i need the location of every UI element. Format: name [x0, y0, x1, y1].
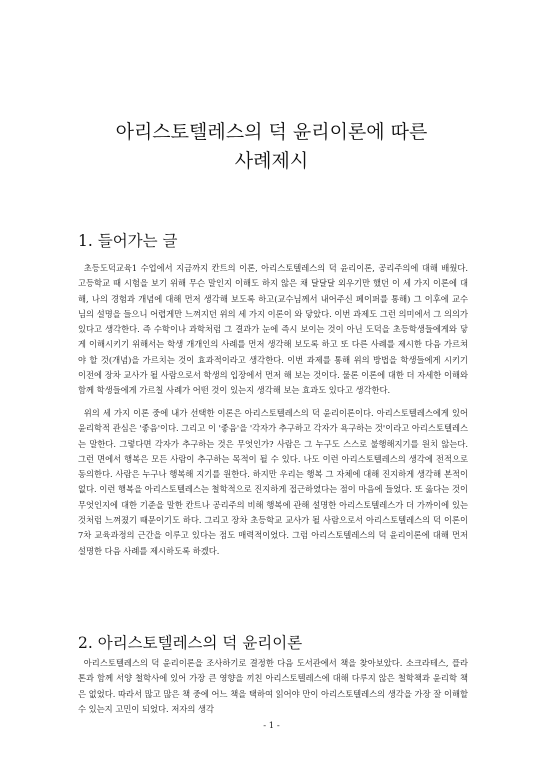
section-heading-introduction: 1. 들어가는 글: [78, 232, 178, 250]
intro-paragraph-2: 위의 세 가지 이론 중에 내가 선택한 이론은 아리스토텔레스의 덕 윤리이론이다. 아리스토텔레스에게 있어 윤리학적 관심은 '좋음'이다. 그리고 이 '좋음'을 '각자가 추구하고 각자가 욕구하는 것'이라고 아리스토텔레스는 말한다. 그렇다면 각자가 추구하는 것은 무엇인가? 사람은 그 누구도 스스로 불행해지기를 원치 않는다. 그런 면에서 행복은 모든 사람이 추구하는 목적이 될 수 있다. 나도 이런 아리스토텔레스의 생각에 전적으로 동의한다. 사람은 누구나 행복해 지기를 원한다. 하지만 우리는 행복 그 자체에 대해 진지하게 생각해 본적이 없다. 이런 행복을 아리스토텔레스는 철학적으로 진지하게 접근하였다는 점이 마음에 들었다. 또 옳다는 것이 무엇인지에 대한 기준을 말한 칸트나 공리주의 비해 행복에 관해 설명한 아리스토텔레스가 더 가까이에 있는 것처럼 느껴졌기 때문이기도 하다. 그리고 장차 초등학교 교사가 될 사람으로서 아리스토텔레스의 덕 이론이 7차 교육과정의 근간을 이루고 있다는 점도 매력적이었다. 그럼 아리스토텔레스의 덕 윤리이론에 대해 먼저 설명한 다음 사례를 제시하도록 하겠다.: [78, 408, 468, 556]
virtue-ethics-paragraph-1: 아리스토텔레스의 덕 윤리이론을 조사하기로 결정한 다음 도서관에서 책을 찾아보았다. 소크라테스, 플라톤과 함께 서양 철학사에 있어 가장 큰 영향을 끼친 아리스토텔레스에 대해 다루지 않은 철학책과 윤리학 책은 없었다. 따라서 많고 많은 책 중에 어느 책을 택하여 읽어야 만이 아리스토텔레스의 생각을 가장 잘 이해할 수 있는지 고민이 되었다. 저자의 생각: [78, 658, 468, 714]
section-heading-virtue-ethics: 2. 아리스토텔레스의 덕 윤리이론: [78, 634, 303, 652]
page-number: - 1 -: [263, 721, 280, 731]
intro-paragraph-1: 초등도덕교육1 수업에서 지금까지 칸트의 이론, 아리스토텔레스의 덕 윤리이론, 공리주의에 대해 배웠다. 고등학교 때 시험을 보기 위해 무슨 말인지 이해도 하지 않은 채 달달달 외우기만 했던 이 세 가지 이론에 대해, 나의 경험과 개념에 대해 먼저 생각해 보도록 하고(교수님께서 내어주신 페이퍼를 통해) 그 이후에 교수님의 설명을 들으니 어렵게만 느껴지던 위의 세 가지 이론이 와 닿았다. 이번 과제도 그런 의미에서 그 의의가 있다고 생각한다. 즉 수학이나 과학처럼 그 결과가 눈에 즉시 보이는 것이 아닌 도덕을 초등학생들에게와 닿게 이해시키기 위해서는 학생 개개인의 사례를 먼저 생각해 보도록 하고 또 다른 사례를 제시한 다음 가르쳐야 할 것(개념)을 가르치는 것이 효과적이라고 생각한다. 이번 과제를 통해 위의 방법을 학생들에게 시키기 이전에 장차 교사가 될 사람으로서 학생의 입장에서 먼저 해 보는 것이다. 물론 이론에 대한 더 자세한 이해와 함께 학생들에게 가르칠 사례가 어떤 것이 있는지 생각해 보는 효과도 있다고 생각한다.: [78, 263, 468, 396]
document-title-line-1: 아리스토텔레스의 덕 윤리이론에 따른: [115, 121, 428, 143]
document-title-line-2: 사례제시: [234, 150, 309, 172]
